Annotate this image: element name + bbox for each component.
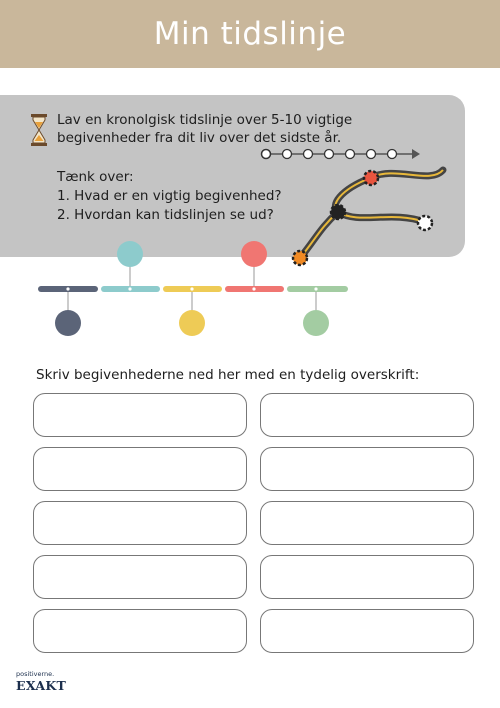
- answer-box-2[interactable]: [260, 393, 474, 437]
- answer-box-1[interactable]: [33, 393, 247, 437]
- answer-box-7[interactable]: [33, 555, 247, 599]
- answer-box-8[interactable]: [260, 555, 474, 599]
- answer-box-3[interactable]: [33, 447, 247, 491]
- page-title: Min tidslinje: [153, 16, 347, 52]
- question-2: 2. Hvordan kan tidslinjen se ud?: [57, 207, 274, 223]
- logo: EXAKT: [16, 678, 67, 693]
- answer-box-10[interactable]: [260, 609, 474, 653]
- intro-text: Lav en kronolgisk tidslinje over 5-10 vigtige begivenheder fra dit liv over det sidste år.: [57, 112, 353, 146]
- answer-box-9[interactable]: [33, 609, 247, 653]
- answer-box-5[interactable]: [33, 501, 247, 545]
- answer-box-4[interactable]: [260, 447, 474, 491]
- think-title: Tænk over:: [57, 169, 134, 185]
- dotted-timeline-icon: [262, 149, 421, 159]
- answer-box-6[interactable]: [260, 501, 474, 545]
- road-path-icon: [293, 170, 443, 265]
- question-1: 1. Hvad er en vigtig begivenhed?: [57, 188, 282, 204]
- logo-small-text: positiverne.: [16, 670, 55, 678]
- task-prompt: Skriv begivenhederne ned her med en tydelig overskrift:: [36, 367, 420, 383]
